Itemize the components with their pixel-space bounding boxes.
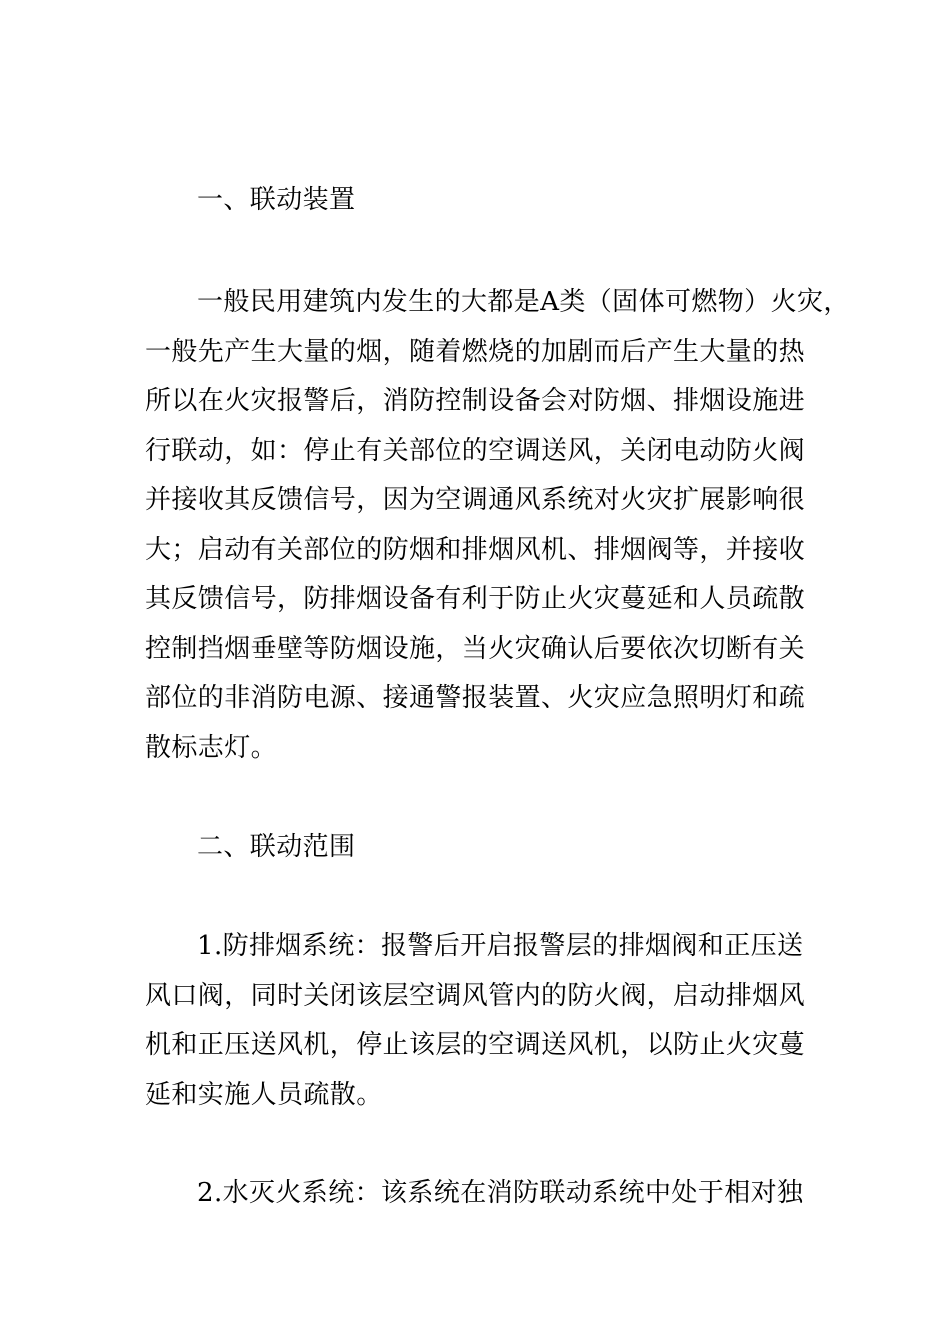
paragraph-line: 并接收其反馈信号，因为空调通风系统对火灾扩展影响很 [145, 485, 806, 515]
paragraph-line: 延和实施人员疏散。 [145, 1080, 383, 1110]
paragraph-line: 其反馈信号，防排烟设备有利于防止火灾蔓延和人员疏散 [145, 584, 806, 614]
paragraph-line: 2.水灭火系统：该系统在消防联动系统中处于相对独 [197, 1178, 804, 1208]
section-heading-linkage-device: 一、联动装置 [197, 185, 356, 215]
paragraph-line: 风口阀，同时关闭该层空调风管内的防火阀，启动排烟风 [145, 981, 806, 1011]
paragraph-line: 一般先产生大量的烟，随着燃烧的加剧而后产生大量的热 [145, 337, 806, 367]
paragraph-line: 控制挡烟垂壁等防烟设施，当火灾确认后要依次切断有关 [145, 634, 806, 664]
paragraph-line: 1.防排烟系统：报警后开启报警层的排烟阀和正压送 [197, 931, 804, 961]
paragraph-line: 部位的非消防电源、接通警报装置、火灾应急照明灯和疏 [145, 683, 806, 713]
paragraph-line: 行联动，如：停止有关部位的空调送风，关闭电动防火阀 [145, 436, 806, 466]
paragraph-line: 散标志灯。 [145, 733, 278, 763]
paragraph-line: 所以在火灾报警后，消防控制设备会对防烟、排烟设施进 [145, 386, 806, 416]
section-heading-linkage-scope: 二、联动范围 [197, 832, 356, 862]
paragraph-line: 大；启动有关部位的防烟和排烟风机、排烟阀等，并接收 [145, 535, 806, 565]
paragraph-line: 一般民用建筑内发生的大都是A类（固体可燃物）火灾， [197, 287, 850, 317]
paragraph-line: 机和正压送风机，停止该层的空调送风机，以防止火灾蔓 [145, 1030, 806, 1060]
